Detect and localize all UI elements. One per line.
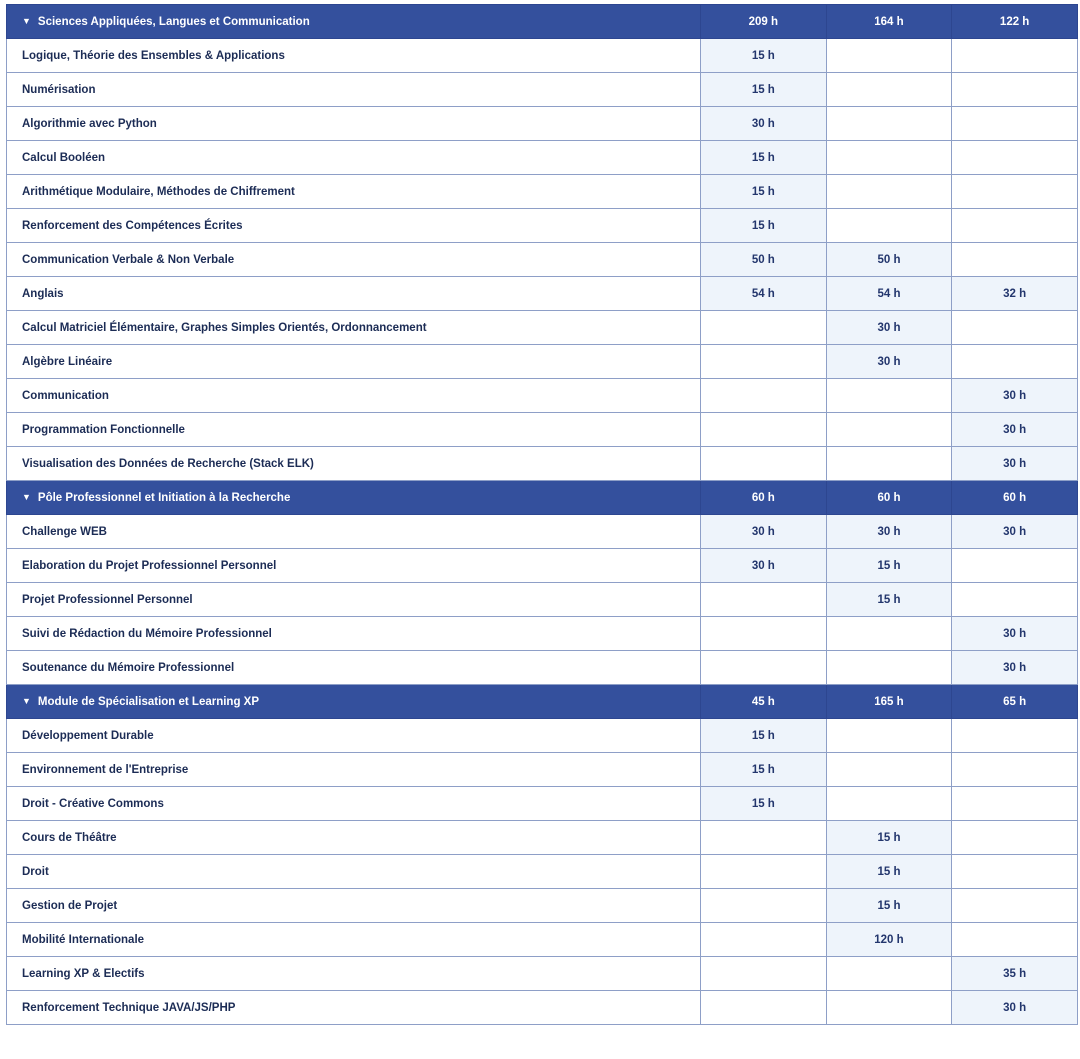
course-hours-year-3 (952, 583, 1078, 617)
course-name: Suivi de Rédaction du Mémoire Professionnel (7, 617, 701, 651)
course-hours-year-3 (952, 141, 1078, 175)
section-total-year-3: 65 h (952, 685, 1078, 719)
course-row (7, 617, 1078, 651)
course-name: Renforcement Technique JAVA/JS/PHP (7, 991, 701, 1025)
course-name: Environnement de l'Entreprise (7, 753, 701, 787)
course-row (7, 107, 1078, 141)
course-hours-year-2 (826, 379, 952, 413)
collapse-toggle-icon[interactable]: ▼ (22, 491, 31, 502)
collapse-toggle-icon[interactable]: ▼ (22, 15, 31, 26)
course-row (7, 311, 1078, 345)
course-row (7, 719, 1078, 753)
course-hours-year-2: 120 h (826, 923, 952, 957)
course-hours-year-2 (826, 141, 952, 175)
course-hours-year-2 (826, 447, 952, 481)
course-name: Anglais (7, 277, 701, 311)
course-hours-year-1 (701, 379, 827, 413)
course-name: Learning XP & Electifs (7, 957, 701, 991)
course-name: Développement Durable (7, 719, 701, 753)
course-row (7, 753, 1078, 787)
course-row (7, 889, 1078, 923)
course-name: Challenge WEB (7, 515, 701, 549)
course-hours-year-3: 30 h (952, 515, 1078, 549)
section-title: Sciences Appliquées, Langues et Communication (37, 15, 310, 28)
course-hours-year-3 (952, 719, 1078, 753)
course-name: Soutenance du Mémoire Professionnel (7, 651, 701, 685)
course-name: Logique, Théorie des Ensembles & Applications (7, 39, 701, 73)
section-total-year-3: 60 h (952, 481, 1078, 515)
course-row (7, 855, 1078, 889)
section-title: Module de Spécialisation et Learning XP (37, 695, 260, 708)
course-row (7, 991, 1078, 1025)
course-hours-year-1: 15 h (701, 209, 827, 243)
course-name: Algèbre Linéaire (7, 345, 701, 379)
course-hours-year-3: 30 h (952, 413, 1078, 447)
course-hours-year-2: 15 h (826, 583, 952, 617)
course-hours-year-3 (952, 345, 1078, 379)
section-total-year-3: 122 h (952, 5, 1078, 39)
section-title-cell[interactable] (7, 481, 701, 515)
course-hours-year-1 (701, 583, 827, 617)
course-hours-year-1: 15 h (701, 141, 827, 175)
course-row (7, 39, 1078, 73)
course-hours-year-3: 30 h (952, 651, 1078, 685)
course-row (7, 243, 1078, 277)
course-hours-year-2: 15 h (826, 549, 952, 583)
course-row (7, 923, 1078, 957)
course-hours-year-3 (952, 243, 1078, 277)
course-hours-year-3 (952, 889, 1078, 923)
course-hours-year-2 (826, 175, 952, 209)
course-name: Numérisation (7, 73, 701, 107)
course-row (7, 209, 1078, 243)
course-hours-year-2: 50 h (826, 243, 952, 277)
course-hours-year-3 (952, 855, 1078, 889)
course-name: Visualisation des Données de Recherche (Stack ELK) (7, 447, 701, 481)
section-total-year-1: 45 h (701, 685, 827, 719)
course-hours-year-3: 35 h (952, 957, 1078, 991)
course-hours-year-3: 30 h (952, 379, 1078, 413)
course-row (7, 515, 1078, 549)
course-row (7, 549, 1078, 583)
course-row (7, 583, 1078, 617)
course-hours-year-1: 15 h (701, 753, 827, 787)
course-hours-year-2: 30 h (826, 515, 952, 549)
course-hours-year-2 (826, 991, 952, 1025)
course-hours-year-1 (701, 413, 827, 447)
course-row (7, 447, 1078, 481)
course-name: Droit (7, 855, 701, 889)
course-name: Communication (7, 379, 701, 413)
curriculum-table (6, 4, 1078, 1025)
section-total-year-2: 60 h (826, 481, 952, 515)
course-name: Mobilité Internationale (7, 923, 701, 957)
course-hours-year-2: 15 h (826, 821, 952, 855)
course-hours-year-3 (952, 39, 1078, 73)
section-header-row[interactable] (7, 481, 1078, 515)
course-hours-year-2: 15 h (826, 855, 952, 889)
course-row (7, 651, 1078, 685)
course-hours-year-1 (701, 957, 827, 991)
course-row (7, 141, 1078, 175)
section-header-row[interactable] (7, 685, 1078, 719)
course-hours-year-1 (701, 447, 827, 481)
course-hours-year-1 (701, 855, 827, 889)
section-total-year-2: 165 h (826, 685, 952, 719)
course-row (7, 73, 1078, 107)
course-hours-year-3 (952, 753, 1078, 787)
course-hours-year-2 (826, 73, 952, 107)
course-row (7, 277, 1078, 311)
course-name: Programmation Fonctionnelle (7, 413, 701, 447)
section-total-year-2: 164 h (826, 5, 952, 39)
course-row (7, 957, 1078, 991)
section-total-year-1: 209 h (701, 5, 827, 39)
course-name: Renforcement des Compétences Écrites (7, 209, 701, 243)
section-title-cell[interactable] (7, 685, 701, 719)
course-hours-year-3: 32 h (952, 277, 1078, 311)
course-hours-year-1 (701, 651, 827, 685)
collapse-toggle-icon[interactable]: ▼ (22, 695, 31, 706)
course-name: Communication Verbale & Non Verbale (7, 243, 701, 277)
course-hours-year-1 (701, 345, 827, 379)
course-hours-year-1 (701, 923, 827, 957)
course-row (7, 787, 1078, 821)
course-hours-year-2 (826, 719, 952, 753)
course-hours-year-1 (701, 991, 827, 1025)
course-row (7, 413, 1078, 447)
course-row (7, 379, 1078, 413)
course-hours-year-1 (701, 311, 827, 345)
course-hours-year-1: 15 h (701, 73, 827, 107)
course-name: Droit - Créative Commons (7, 787, 701, 821)
course-hours-year-1: 15 h (701, 175, 827, 209)
course-hours-year-1: 15 h (701, 39, 827, 73)
curriculum-table-wrapper (6, 4, 1077, 1025)
course-hours-year-2: 15 h (826, 889, 952, 923)
course-hours-year-1: 30 h (701, 107, 827, 141)
course-hours-year-3: 30 h (952, 447, 1078, 481)
course-hours-year-1: 30 h (701, 549, 827, 583)
course-hours-year-3 (952, 549, 1078, 583)
course-hours-year-2: 30 h (826, 345, 952, 379)
course-hours-year-3 (952, 209, 1078, 243)
course-name: Projet Professionnel Personnel (7, 583, 701, 617)
section-title-cell[interactable] (7, 5, 701, 39)
course-name: Arithmétique Modulaire, Méthodes de Chiffrement (7, 175, 701, 209)
course-hours-year-2 (826, 957, 952, 991)
course-hours-year-3 (952, 787, 1078, 821)
course-hours-year-3 (952, 821, 1078, 855)
course-hours-year-2 (826, 787, 952, 821)
course-hours-year-1 (701, 617, 827, 651)
course-hours-year-3: 30 h (952, 991, 1078, 1025)
course-hours-year-2 (826, 413, 952, 447)
course-hours-year-2 (826, 617, 952, 651)
course-hours-year-2 (826, 209, 952, 243)
course-name: Algorithmie avec Python (7, 107, 701, 141)
course-hours-year-2: 30 h (826, 311, 952, 345)
section-header-row[interactable] (7, 5, 1078, 39)
course-hours-year-1: 15 h (701, 719, 827, 753)
course-row (7, 821, 1078, 855)
section-total-year-1: 60 h (701, 481, 827, 515)
course-row (7, 345, 1078, 379)
course-hours-year-2 (826, 39, 952, 73)
course-name: Gestion de Projet (7, 889, 701, 923)
course-hours-year-1: 54 h (701, 277, 827, 311)
section-title: Pôle Professionnel et Initiation à la Recherche (37, 491, 291, 504)
course-hours-year-1 (701, 821, 827, 855)
course-name: Elaboration du Projet Professionnel Personnel (7, 549, 701, 583)
course-hours-year-3: 30 h (952, 617, 1078, 651)
course-hours-year-1: 15 h (701, 787, 827, 821)
course-hours-year-1: 50 h (701, 243, 827, 277)
course-hours-year-1 (701, 889, 827, 923)
course-hours-year-3 (952, 923, 1078, 957)
course-hours-year-3 (952, 73, 1078, 107)
course-row (7, 175, 1078, 209)
course-hours-year-2 (826, 753, 952, 787)
course-hours-year-3 (952, 107, 1078, 141)
course-hours-year-3 (952, 311, 1078, 345)
course-name: Calcul Booléen (7, 141, 701, 175)
course-hours-year-1: 30 h (701, 515, 827, 549)
course-hours-year-2: 54 h (826, 277, 952, 311)
course-hours-year-2 (826, 107, 952, 141)
course-name: Calcul Matriciel Élémentaire, Graphes Simples Orientés, Ordonnancement (7, 311, 701, 345)
course-hours-year-3 (952, 175, 1078, 209)
course-name: Cours de Théâtre (7, 821, 701, 855)
course-hours-year-2 (826, 651, 952, 685)
